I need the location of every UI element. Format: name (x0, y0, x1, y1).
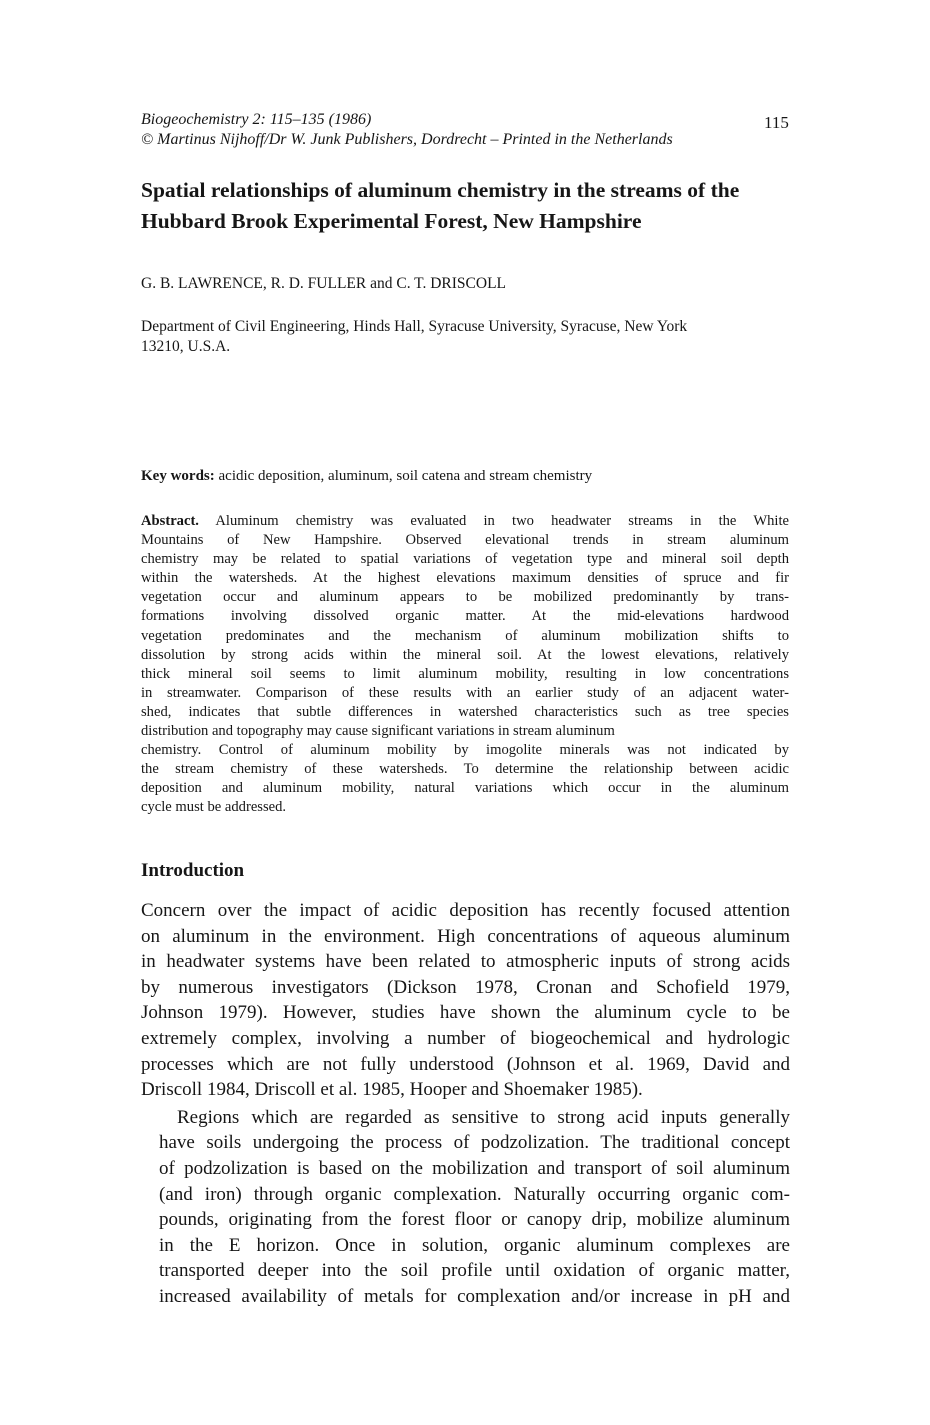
abstract-line: deposition and aluminum mobility, natural variations which occur in the aluminum (141, 780, 789, 797)
title-line: Hubbard Brook Experimental Forest, New Hampshire (141, 209, 642, 233)
abstract-line: vegetation predominates and the mechanism of aluminum mobilization shifts to (141, 627, 789, 644)
abstract (141, 512, 789, 818)
journal-citation-line: Biogeochemistry 2: 115–135 (1986) (141, 111, 372, 128)
abstract-line: dissolution by strong acids within the mineral soil. At the lowest elevations, relatively (141, 646, 789, 663)
abstract-line: thick mineral soil seems to limit aluminum mobility, resulting in low concentrations (141, 665, 789, 682)
keywords-text: acidic deposition, aluminum, soil catena and stream chemistry (214, 468, 593, 484)
abstract-line: cycle must be addressed. (141, 799, 287, 816)
page-number: 115 (764, 113, 789, 132)
body-line: increased availability of metals for complexation and/or increase in pH and (159, 1285, 790, 1307)
paragraph (141, 1105, 790, 1310)
introduction-body (141, 898, 790, 1310)
body-line: Johnson 1979). However, studies have shown the aluminum cycle to be (141, 1002, 790, 1024)
body-line: in headwater systems have been related to atmospheric inputs of strong acids (141, 951, 790, 973)
title-line: Spatial relationships of aluminum chemistry in the streams of the (141, 178, 740, 202)
publisher-line: © Martinus Nijhoff/Dr W. Junk Publishers, Dordrecht – Printed in the Netherlands (141, 131, 673, 148)
affiliation-line: 13210, U.S.A. (141, 338, 231, 355)
abstract-line: the stream chemistry of these watersheds. To determine the relationship between acidic (141, 761, 789, 778)
keywords (141, 468, 592, 485)
article-title (141, 175, 801, 237)
abstract-line: chemistry may be related to spatial variations of vegetation type and mineral soil depth (141, 551, 789, 568)
body-line: (and iron) through organic complexation. Naturally occurring organic com- (159, 1183, 790, 1205)
paragraph (141, 898, 790, 1103)
body-line: on aluminum in the environment. High concentrations of aqueous aluminum (141, 925, 790, 947)
affiliation-line: Department of Civil Engineering, Hinds Hall, Syracuse University, Syracuse, New York (141, 318, 688, 335)
body-line: Regions which are regarded as sensitive to strong acid inputs generally (177, 1106, 790, 1128)
abstract-line: in streamwater. Comparison of these results with an earlier study of an adjacent water- (141, 684, 789, 701)
body-line: of podzolization is based on the mobilization and transport of soil aluminum (159, 1157, 790, 1179)
abstract-line: chemistry. Control of aluminum mobility by imogolite minerals was not indicated by (141, 742, 789, 759)
abstract-line: distribution and topography may cause significant variations in stream aluminum (141, 723, 615, 740)
body-line: processes which are not fully understood (Johnson et al. 1969, David and (141, 1053, 790, 1075)
abstract-line: formations involving dissolved organic matter. At the mid-elevations hardwood (141, 608, 789, 625)
keywords-label: Key words: (141, 468, 215, 484)
body-line: Driscoll 1984, Driscoll et al. 1985, Hooper and Shoemaker 1985). (141, 1079, 643, 1101)
abstract-line (141, 512, 789, 531)
abstract-line: vegetation occur and aluminum appears to be mobilized predominantly by trans- (141, 589, 789, 606)
journal-citation (141, 110, 673, 150)
body-line: transported deeper into the soil profile until oxidation of organic matter, (159, 1260, 790, 1282)
abstract-line-text: Aluminum chemistry was evaluated in two headwater streams in the White (198, 513, 789, 529)
body-line: pounds, originating from the forest floor or canopy drip, mobilize aluminum (159, 1209, 790, 1231)
body-line: by numerous investigators (Dickson 1978, Cronan and Schofield 1979, (141, 976, 790, 998)
abstract-line: within the watersheds. At the highest elevations maximum densities of spruce and fir (141, 570, 789, 587)
abstract-label: Abstract. (141, 513, 199, 529)
abstract-line: Mountains of New Hampshire. Observed elevational trends in stream aluminum (141, 532, 789, 549)
author-list: G. B. LAWRENCE, R. D. FULLER and C. T. DRISCOLL (141, 275, 507, 292)
body-line: have soils undergoing the process of podzolization. The traditional concept (159, 1132, 790, 1154)
affiliation (141, 317, 791, 357)
abstract-line: shed, indicates that subtle differences in watershed characteristics such as tree species (141, 703, 789, 720)
body-line: Concern over the impact of acidic deposition has recently focused attention (141, 900, 790, 921)
body-line: in the E horizon. Once in solution, organic aluminum complexes are (159, 1234, 790, 1256)
body-line: extremely complex, involving a number of biogeochemical and hydrologic (141, 1027, 790, 1049)
section-heading-introduction: Introduction (141, 860, 245, 881)
